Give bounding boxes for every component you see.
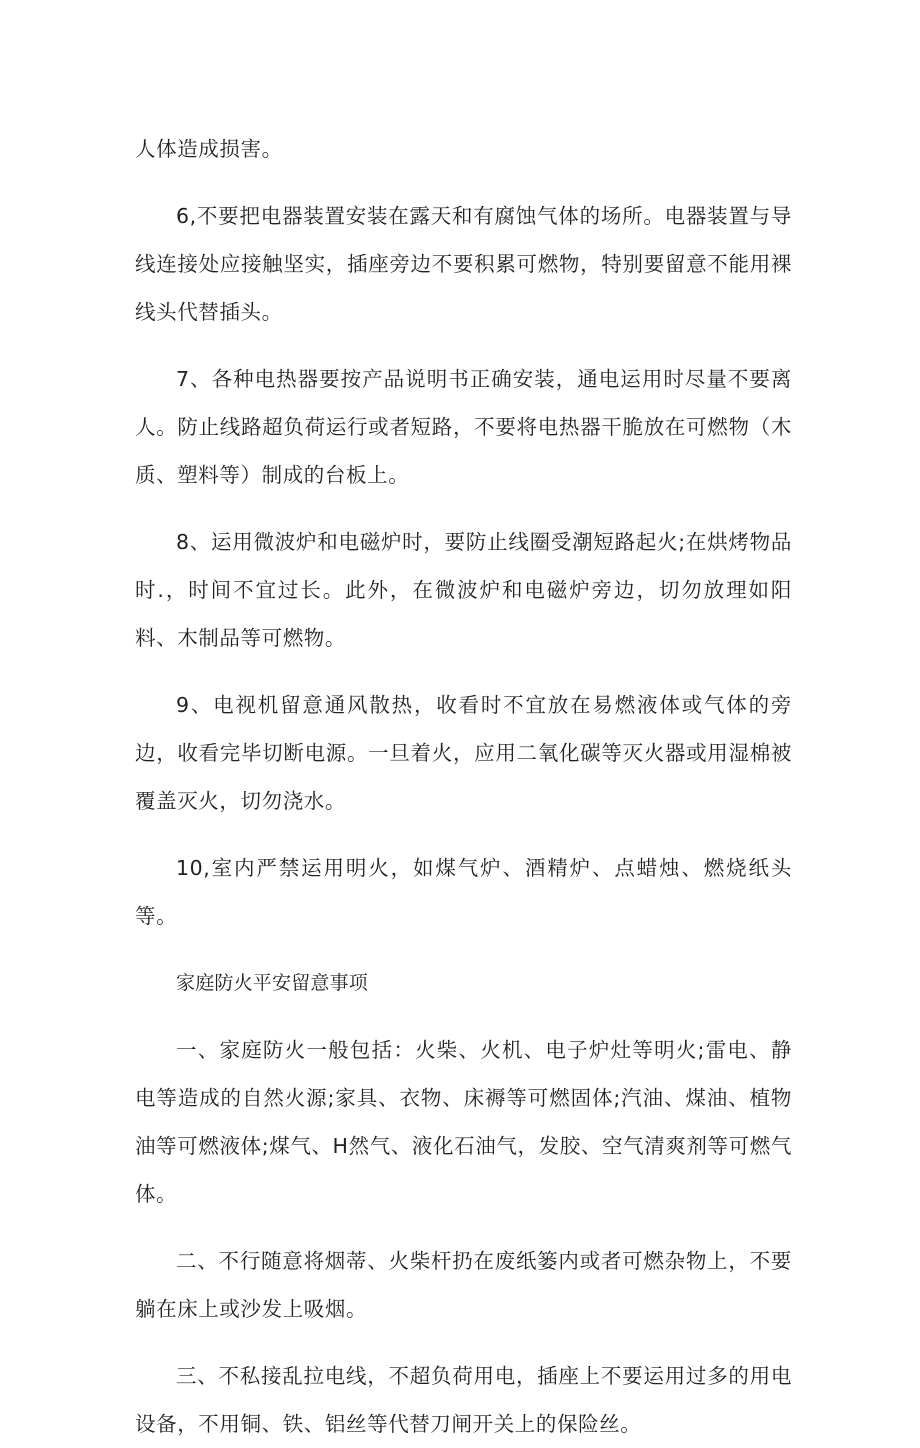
- paragraph-section-1: 一、家庭防火一般包括：火柴、火机、电子炉灶等明火;雷电、静电等造成的自然火源;家具、衣物、床褥等可燃固体;汽油、煤油、植物油等可燃液体;煤气、H然气、液化石油气，发胶、空气清爽剂等可燃气体。: [135, 1038, 792, 1206]
- paragraph-item-7: 7、各种电热器要按产品说明书正确安装，通电运用时尽量不要离人。防止线路超负荷运行或者短路，不要将电热器干脆放在可燃物（木质、塑料等）制成的台板上。: [135, 367, 792, 487]
- paragraph-section-3: 三、不私接乱拉电线，不超负荷用电，插座上不要运用过多的用电设备，不用铜、铁、铝丝等代替刀闸开关上的保险丝。: [135, 1364, 792, 1436]
- paragraph-section-2: 二、不行随意将烟蒂、火柴杆扔在废纸篓内或者可燃杂物上，不要躺在床上或沙发上吸烟。: [135, 1249, 792, 1321]
- section-heading: 家庭防火平安留意事项: [176, 972, 369, 994]
- paragraph-continuation: 人体造成损害。: [135, 137, 283, 161]
- paragraph-item-8: 8、运用微波炉和电磁炉时，要防止线圈受潮短路起火;在烘烤物品时.，时间不宜过长。此外，在微波炉和电磁炉旁边，切勿放理如阳料、木制品等可燃物。: [135, 530, 792, 650]
- paragraph-item-9: 9、电视机留意通风散热，收看时不宜放在易燃液体或气体的旁边，收看完毕切断电源。一旦着火，应用二氧化碳等灭火器或用湿棉被覆盖灭火，切勿浇水。: [135, 693, 792, 813]
- paragraph-item-6: 6,不要把电器装置安装在露天和有腐蚀气体的场所。电器装置与导线连接处应接触坚实，插座旁边不要积累可燃物，特别要留意不能用裸线头代替插头。: [135, 204, 792, 324]
- paragraph-item-10: 10,室内严禁运用明火，如煤气炉、酒精炉、点蜡烛、燃烧纸头等。: [135, 856, 792, 928]
